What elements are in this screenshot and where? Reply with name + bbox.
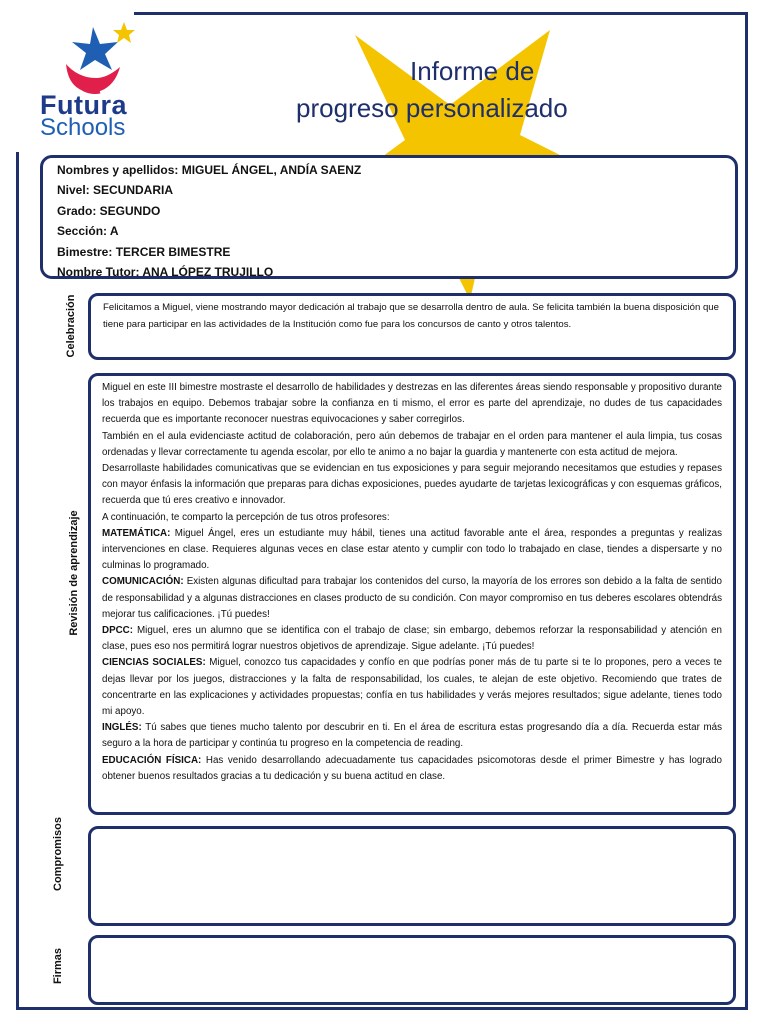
celebracion-text: Felicitamos a Miguel, viene mostrando mayor dedicación al trabajo que se desarrolla dentro de aula. Se felicita también la buena disposición que tiene para participar en las actividades de la Institución como fue para los concursos de canto y otros talentos. <box>103 302 719 330</box>
subject-label: DPCC: <box>102 625 134 637</box>
report-title-line2: progreso personalizado <box>296 93 568 123</box>
section-label-celebracion: Celebración <box>65 294 77 358</box>
section-label-firmas: Firmas <box>52 947 64 985</box>
subject-label: COMUNICACIÓN: <box>102 576 184 588</box>
revision-box <box>88 373 736 815</box>
compromisos-box[interactable] <box>88 826 736 926</box>
comment-text: Miguel, conozco tus capacidades y confío en que podrías poner más de tu parte si te lo propones, pero a veces te dejas llevar por los juegos, distracciones y la falta de responsabilidad, los cuales, te alejan de este objetivo. Recomiendo que trates de concentrarte en las explicaciones y actividades propuestas; confía en tus habilidades y verás mejores resultados; sigue adelante, tienes todo mi apoyo. <box>102 657 722 718</box>
teacher-comment-dpcc <box>102 623 722 655</box>
tutor-name: Nombre Tutor: ANA LÓPEZ TRUJILLO <box>57 265 274 280</box>
student-level: Nivel: SECUNDARIA <box>57 183 174 198</box>
student-grade: Grado: SEGUNDO <box>57 203 161 218</box>
comment-text: Tú sabes que tienes mucho talento por descubrir en ti. En el área de escritura estas progresando día a día. Recuerda estar más seguro a la hora de participar y continúa tu progreso en la competencia de reading. <box>102 722 722 750</box>
student-section: Sección: A <box>57 224 119 239</box>
comment-text: Miguel Ángel, eres un estudiante muy hábil, tienes una actitud favorable ante el área, respondes a preguntas y realizas intervenciones en clase. Requieres algunas veces en clase estar atento y cumplir con todo lo trabajado en clase, tiendes a dispersarte y no culminas lo programado. <box>102 527 722 572</box>
revision-paragraph: Miguel en este III bimestre mostraste el desarrollo de habilidades y destrezas en las diferentes áreas siendo responsable y propositivo durante los trabajos en equipo. Debemos trabajar sobre la confianza en ti mismo, el error es parte del aprendizaje, no dudes de tus capacidades recuerda que es importante reconocer nuestras equivocaciones y saber corregirlos. <box>102 382 722 426</box>
student-term: Bimestre: TERCER BIMESTRE <box>57 244 231 259</box>
teacher-comment-ingles <box>102 720 722 752</box>
revision-paragraph: También en el aula evidenciaste actitud de colaboración, pero aún debemos de trabajar en el orden para mantener el aula limpia, tus cosas ordenadas y llevar correctamente tu agenda escolar, por ello te animo a no bajar la guardia y mantenerte con esta actitud de mejora. <box>102 430 722 458</box>
subject-label: MATEMÁTICA: <box>102 527 171 539</box>
report-title-line1: Informe de <box>410 56 535 86</box>
comment-text: Miguel, eres un alumno que se identifica con el trabajo de clase; sin embargo, debemos reforzar la responsabilidad y atención en clase, pues eso nos permitirá lograr nuestros objetivos de aprendizaje. Sigue adelante. ¡Tú puedes! <box>102 625 722 653</box>
revision-paragraph: Desarrollaste habilidades comunicativas que se evidencian en tus exposiciones y para seguir mejorando necesitamos que estudies y repases con mayor énfasis la información que preparas para dichas exposiciones, puedes ayudarte de tarjetas lexicográficas y con esquemas gráficos, recuerda que tú eres creativo e innovador. <box>102 463 722 507</box>
brand-name-futura: Futura <box>40 90 127 120</box>
subject-label: CIENCIAS SOCIALES: <box>102 657 206 669</box>
section-label-compromisos: Compromisos <box>52 817 64 891</box>
teacher-comment-educacion-fisica <box>102 753 722 785</box>
student-info-box <box>40 155 738 279</box>
student-name: Nombres y apellidos: MIGUEL ÁNGEL, ANDÍA SAENZ <box>57 163 362 177</box>
firmas-box[interactable] <box>88 935 736 1005</box>
section-label-revision: Revisión de aprendizaje <box>68 510 80 636</box>
revision-paragraph: A continuación, te comparto la percepción de tus otros profesores: <box>102 511 390 523</box>
teacher-comment-matematica <box>102 526 722 575</box>
comment-text: Existen algunas dificultad para trabajar los contenidos del curso, la mayoría de los errores son debido a la falta de sentido de responsabilidad y a algunas distracciones en clases producto de su condición. Con mayor compromiso en tus deberes escolares obtendrás mejorar tus calificaciones. ¡Tú puedes! <box>102 576 722 620</box>
teacher-comment-comunicacion <box>102 574 722 623</box>
celebracion-box <box>88 293 736 360</box>
teacher-comment-ciencias-sociales <box>102 655 722 720</box>
subject-label: EDUCACIÓN FÍSICA: <box>102 754 202 766</box>
subject-label: INGLÉS: <box>102 722 142 734</box>
comment-text: Has venido desarrollando adecuadamente tus capacidades psicomotoras desde el primer Bimestre y has logrado obtener buenos resultados gracias a tu dedicación y su buena actitud en clase. <box>102 754 722 782</box>
brand-name-schools: Schools <box>40 114 126 141</box>
